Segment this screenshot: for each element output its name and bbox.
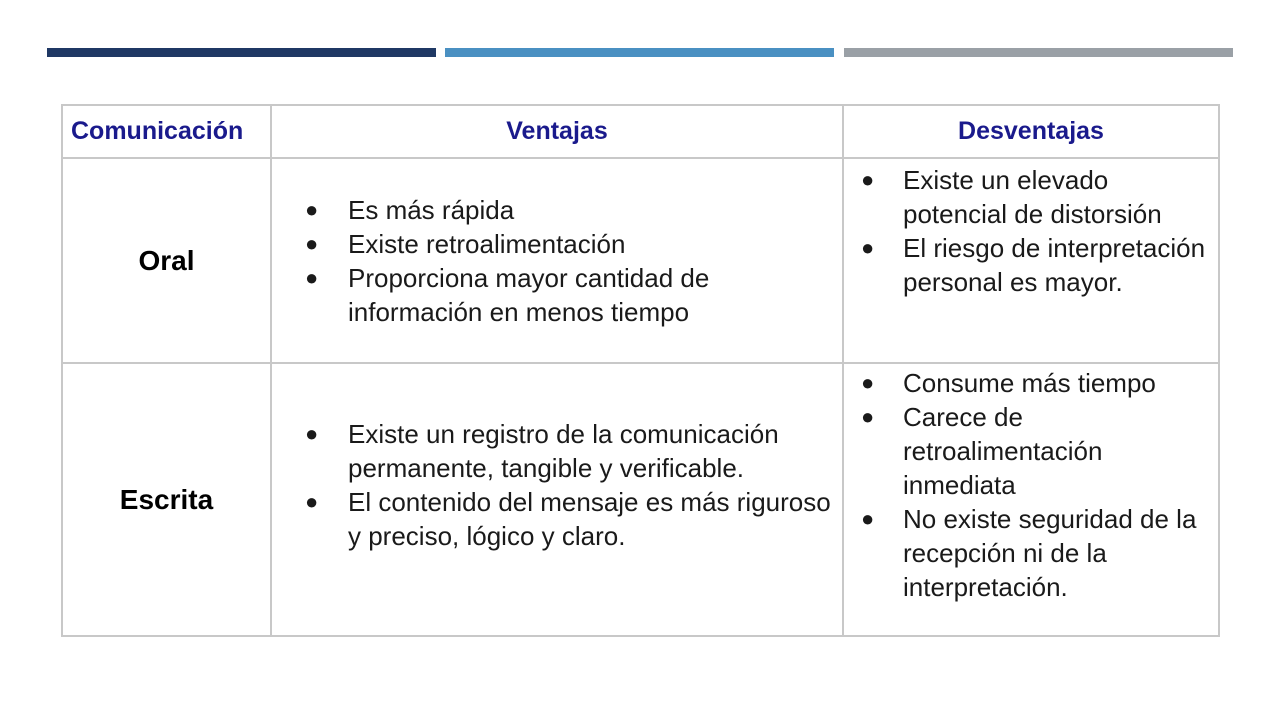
accent-bar-light-blue xyxy=(445,48,834,57)
table-row-escrita xyxy=(62,363,1219,636)
list-item-text: No existe seguridad de la recepción ni de la interpretación. xyxy=(903,504,1197,602)
bullet-icon: ● xyxy=(305,488,319,514)
bullet-icon: ● xyxy=(305,420,319,446)
bullet-icon: ● xyxy=(861,370,875,395)
escrita-desventajas-cell xyxy=(843,363,1219,636)
bullet-icon: ● xyxy=(861,235,875,260)
list-item xyxy=(844,502,1218,604)
header-comunicacion: Comunicación xyxy=(62,105,271,158)
list-item-text: El contenido del mensaje es más riguroso y preciso, lógico y claro. xyxy=(348,486,831,551)
list-item xyxy=(844,163,1218,231)
escrita-ventajas-cell xyxy=(271,363,843,636)
oral-desventajas-list xyxy=(844,163,1218,299)
oral-desventajas-cell xyxy=(843,158,1219,363)
accent-bar-gray xyxy=(844,48,1233,57)
list-item-text: Consume más tiempo xyxy=(903,368,1156,398)
oral-ventajas-cell xyxy=(271,158,843,363)
list-item-text: Existe un elevado potencial de distorsión xyxy=(903,165,1162,229)
list-item-text: Carece de retroalimentación inmediata xyxy=(903,402,1103,500)
list-item xyxy=(272,485,842,553)
list-item xyxy=(272,193,842,227)
row-label-oral: Oral xyxy=(62,158,271,363)
communication-comparison-table xyxy=(61,104,1220,637)
bullet-icon: ● xyxy=(861,404,875,429)
list-item xyxy=(272,227,842,261)
list-item xyxy=(272,261,842,329)
bullet-icon: ● xyxy=(861,506,875,531)
bullet-icon: ● xyxy=(305,230,319,256)
list-item-text: Proporciona mayor cantidad de información en menos tiempo xyxy=(348,262,710,327)
list-item xyxy=(844,400,1218,502)
list-item xyxy=(844,231,1218,299)
table-row-oral xyxy=(62,158,1219,363)
escrita-desventajas-list xyxy=(844,366,1218,604)
header-ventajas: Ventajas xyxy=(271,105,843,158)
header-desventajas: Desventajas xyxy=(843,105,1219,158)
list-item-text: Existe un registro de la comunicación permanente, tangible y verificable. xyxy=(348,418,779,483)
list-item-text: Existe retroalimentación xyxy=(348,228,626,259)
table-header-row xyxy=(62,105,1219,158)
bullet-icon: ● xyxy=(861,167,875,192)
list-item xyxy=(844,366,1218,400)
escrita-ventajas-list xyxy=(272,417,842,553)
oral-ventajas-list xyxy=(272,193,842,329)
bullet-icon: ● xyxy=(305,196,319,222)
list-item xyxy=(272,417,842,485)
list-item-text: Es más rápida xyxy=(348,194,515,225)
list-item-text: El riesgo de interpretación personal es mayor. xyxy=(903,233,1206,297)
row-label-escrita: Escrita xyxy=(62,363,271,636)
bullet-icon: ● xyxy=(305,264,319,290)
accent-bar-dark-blue xyxy=(47,48,436,57)
